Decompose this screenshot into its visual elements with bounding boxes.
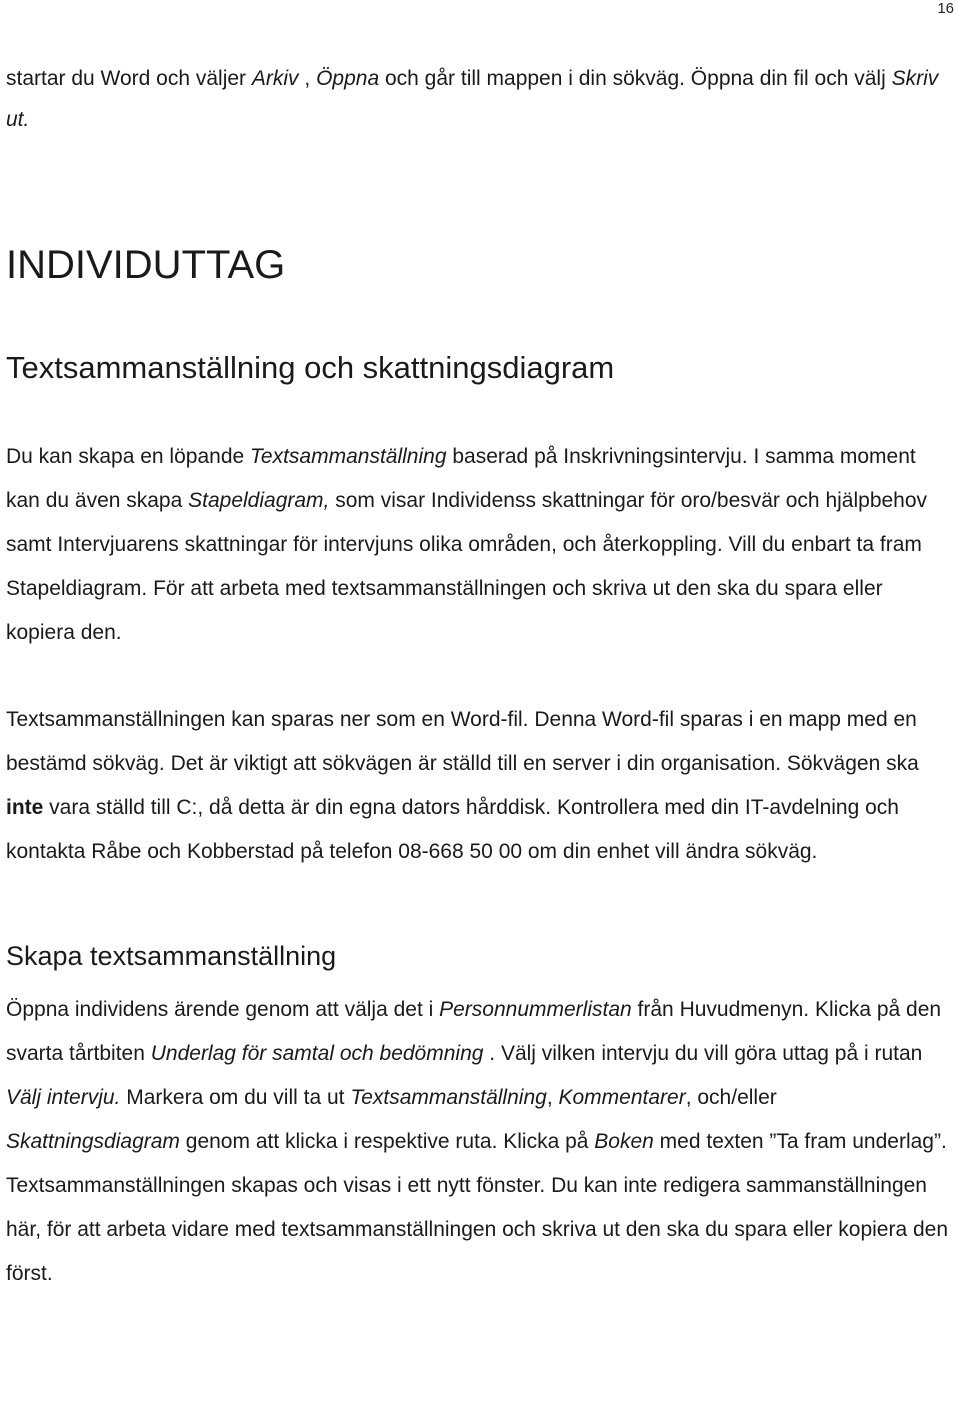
text: Öppna individens ärende genom att välja det i [6, 998, 440, 1021]
document-body [6, 58, 954, 1296]
emphasis-stapeldiagram: Stapeldiagram, [188, 489, 330, 512]
emphasis-valj-intervju: Välj intervju. [6, 1086, 121, 1109]
emphasis-textsammanstallning: Textsammanställning [250, 445, 447, 468]
emphasis-personnummerlistan: Personnummerlistan [439, 998, 632, 1021]
text: från Huvudmenyn. Klicka på den svarta tårtbiten [6, 998, 942, 1065]
bold-inte: inte [6, 796, 44, 819]
emphasis-textsammanstallning: Textsammanställning [350, 1086, 547, 1109]
text: startar du Word och väljer [6, 67, 252, 90]
text: Markera om du vill ta ut [120, 1086, 351, 1109]
emphasis-skriv-ut: Skriv ut. [6, 67, 939, 131]
text: baserad på Inskrivningsintervju. I samma moment kan du även skapa [6, 445, 916, 512]
emphasis-skattningsdiagram: Skattningsdiagram [6, 1130, 180, 1153]
intro-paragraph [6, 58, 954, 140]
emphasis-oppna: Öppna [316, 67, 380, 90]
paragraph-intro-textsammanstallning [6, 435, 954, 655]
paragraph-word-fil [6, 698, 954, 874]
text: . Välj vilken intervju du vill göra uttag på i rutan [483, 1042, 923, 1065]
text: Textsammanställningen kan sparas ner som en Word-fil. Denna Word-fil sparas i en mapp med en bestämd sökväg. Det är viktigt att sökvägen är ställd till en server i din organisation. Sökvägen ska [6, 708, 919, 775]
heading-individuttag: INDIVIDUTTAG [6, 243, 286, 287]
text: , [546, 1086, 559, 1109]
paragraph-skapa-instructions [6, 988, 954, 1296]
text: vara ställd till C:, då detta är din egna dators hårddisk. Kontrollera med din IT-avdelning och kontakta Råbe och Kobberstad på telefon 08-668 50 00 om din enhet vill ändra sökväg. [6, 796, 899, 863]
emphasis-kommentarer: Kommentarer [558, 1086, 686, 1109]
emphasis-underlag: Underlag för samtal och bedömning [150, 1042, 484, 1065]
text: som visar Individenss skattningar för oro/besvär och hjälpbehov samt Intervjuarens skattningar för intervjuns olika områden, och återkoppling. Vill du enbart ta fram Stapeldiagram. För att arbeta med textsammanställningen och skriva ut den ska du spara eller kopiera den. [6, 489, 928, 644]
emphasis-arkiv: Arkiv [251, 67, 299, 90]
text: Du kan skapa en löpande [6, 445, 251, 468]
text: genom att klicka i respektive ruta. Klicka på [179, 1130, 595, 1153]
heading-textsammanstallning-skattningsdiagram: Textsammanställning och skattningsdiagram [6, 350, 615, 385]
heading-skapa-textsammanstallning: Skapa textsammanställning [6, 941, 337, 971]
text: , och/eller [685, 1086, 777, 1109]
text: och går till mappen i din sökväg. Öppna din fil och välj [379, 67, 892, 90]
text: , [298, 67, 317, 90]
page-number: 16 [937, 0, 954, 17]
text: med texten ”Ta fram underlag”. Textsammanställningen skapas och visas i ett nytt fönster. Du kan inte redigera sammanställningen här, för att arbeta vidare med textsammanställningen och skriva ut den ska du spara eller kopiera den först. [6, 1130, 949, 1285]
emphasis-boken: Boken [594, 1130, 654, 1153]
